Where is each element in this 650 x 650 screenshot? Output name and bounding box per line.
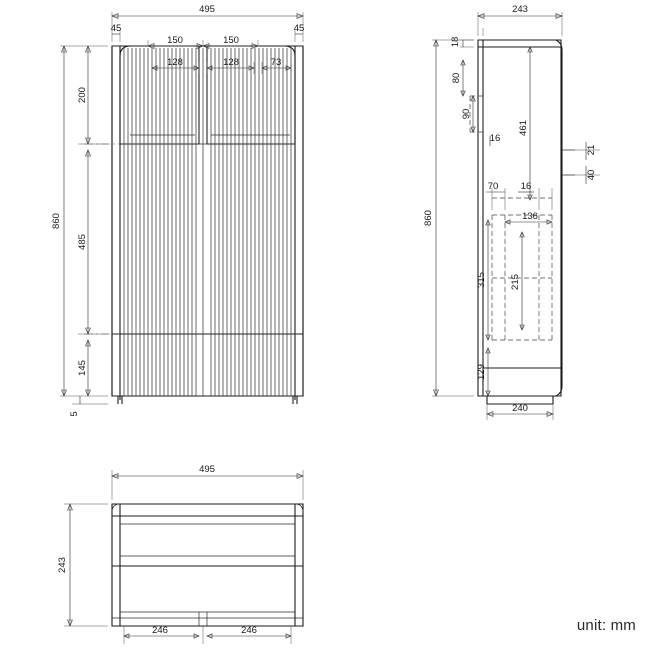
- unit-note: unit: mm: [576, 617, 636, 634]
- dim-front-height: 860: [51, 213, 62, 229]
- dim-plan-width: 495: [199, 464, 215, 475]
- dim-side-shelf-thk: 16: [520, 181, 532, 192]
- dim-front-middle-section: 485: [77, 234, 88, 250]
- dim-side-top-offset: 18: [450, 36, 461, 48]
- dim-side-notch: 21: [586, 144, 597, 156]
- dim-side-plinth: 129: [476, 364, 487, 380]
- dim-front-handle-left: 128: [167, 57, 183, 68]
- dim-side-notch-b: 40: [586, 169, 597, 181]
- dim-side-height: 860: [423, 210, 434, 226]
- plan-view: [57, 464, 303, 644]
- dim-side-bracket-c: 16: [489, 133, 501, 144]
- dim-side-body-height: 461: [518, 120, 529, 136]
- dim-front-right-margin: 45: [293, 23, 305, 34]
- dim-front-drawer-left: 150: [167, 35, 183, 46]
- dim-plan-bay-right: 246: [241, 625, 257, 636]
- dim-front-width: 495: [199, 4, 215, 15]
- dim-side-bracket-a: 80: [451, 72, 462, 84]
- dim-front-lower-section: 145: [77, 360, 88, 376]
- dim-plan-bay-left: 246: [152, 625, 168, 636]
- dim-side-shelf-depth: 136: [522, 211, 538, 222]
- dim-front-left-margin: 45: [110, 23, 122, 34]
- dim-front-handle-right: 128: [223, 57, 239, 68]
- dim-side-depth: 243: [512, 4, 528, 15]
- side-elevation-view: [423, 4, 600, 420]
- dim-side-bracket-b: 90: [461, 108, 472, 120]
- front-elevation-view: [51, 4, 304, 417]
- dim-plan-depth: 243: [57, 557, 68, 573]
- dim-side-lower-height: 315: [476, 272, 487, 288]
- dim-front-right-panel: 73: [270, 57, 282, 68]
- dim-front-drawer-right: 150: [223, 35, 239, 46]
- dim-side-inner-height: 215: [510, 274, 521, 290]
- dim-front-foot: 5: [69, 411, 80, 417]
- dim-side-base-depth: 240: [512, 403, 528, 414]
- dim-side-shelf-offset: 70: [487, 181, 499, 192]
- dim-front-top-section: 200: [77, 87, 88, 103]
